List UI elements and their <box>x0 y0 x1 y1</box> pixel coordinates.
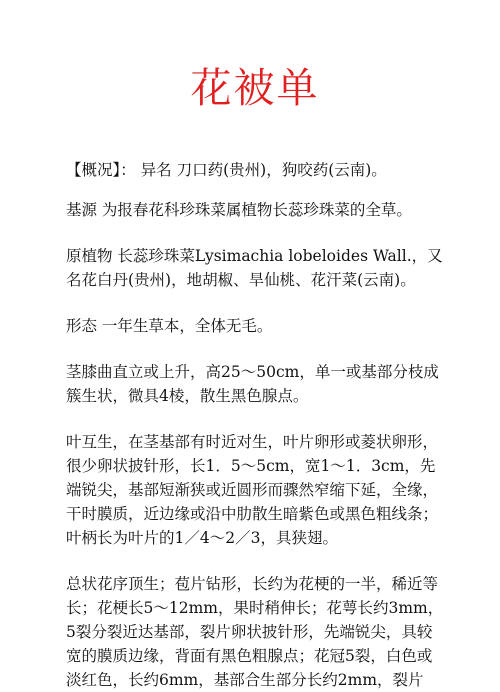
document-body <box>66 158 444 692</box>
paragraph-source: 基源 为报春花科珍珠菜属植物长蕊珍珠菜的全草。 <box>66 201 412 219</box>
paragraph-morphology: 形态 一年生草本，全体无毛。 <box>66 317 273 335</box>
document-title: 花被单 <box>190 64 320 112</box>
paragraph-stem: 茎膝曲直立或上升，高25～50cm，单一或基部分枝成簇生状，微具4棱，散生黑色腺点。 <box>66 363 439 405</box>
paragraph-original-plant: 原植物 长蕊珍珠菜Lysimachia lobeloides Wall.，又名花白丹(贵州)，地胡椒、旱仙桃、花汗菜(云南)。 <box>66 247 443 289</box>
paragraph-leaves: 叶互生，在茎基部有时近对生，叶片卵形或菱状卵形，很少卵状披针形，长1．5～5cm，宽1～1．3cm，先端锐尖，基部短渐狭或近圆形而骤然窄缩下延，全缘，干时膜质，近边缘或沿中肋散生暗紫色或黑色粗线条；叶柄长为叶片的1／4～2／3，具狭翅。 <box>66 433 439 547</box>
paragraph-inflorescence: 总状花序顶生；苞片钻形，长约为花梗的一半，稀近等长；花梗长5～12mm，果时稍伸长；花萼长约3mm，5裂分裂近达基部，裂片卵状披针形，先端锐尖，具较宽的膜质边缘，背面有黑色粗腺点；花冠5裂，白色或淡红色，长约6mm，基部合生部分长约2mm，裂片 <box>66 575 444 689</box>
paragraph-overview: 【概况】： 异名 刀口药(贵州)，狗咬药(云南)。 <box>66 161 387 179</box>
